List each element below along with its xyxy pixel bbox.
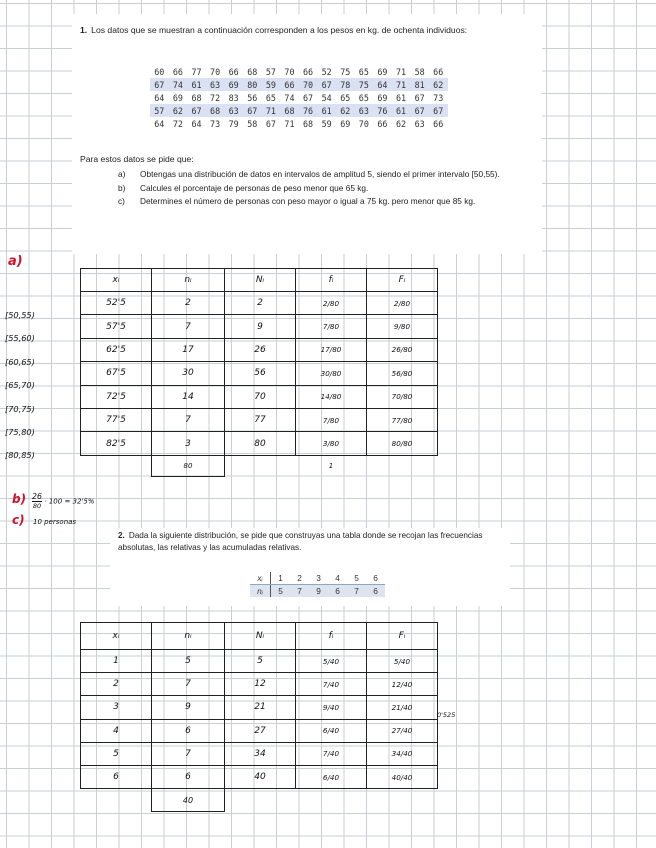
table-cell: 9/40 (296, 696, 367, 719)
table-cell: 70 (225, 385, 296, 408)
data-cell: 78 (336, 78, 355, 91)
data-cell: 71 (262, 104, 281, 117)
n-cell: 5 (271, 585, 291, 598)
table-row (81, 719, 438, 742)
total-f: 1 (328, 461, 334, 470)
header-cell: fᵢ (296, 269, 367, 292)
table-cell: 17 (152, 338, 225, 361)
data-cell: 52 (321, 66, 332, 77)
table-cell: 6 (152, 765, 225, 788)
data-cell: 70 (358, 118, 369, 129)
data-cell: 70 (210, 66, 221, 77)
data-cell: 73 (210, 118, 221, 129)
table-cell: 70/80 (367, 385, 438, 408)
data-cell: 67 (303, 92, 314, 103)
empty-cell (225, 455, 296, 476)
table-cell: 7/40 (296, 673, 367, 696)
data-cell: 66 (172, 66, 183, 77)
data-cell: 67 (265, 118, 276, 129)
data-cell: 74 (169, 78, 188, 91)
table-row (81, 696, 438, 719)
data-cell: 75 (340, 66, 351, 77)
data-cell: 66 (228, 66, 239, 77)
data-cell: 54 (321, 92, 332, 103)
x-row (250, 572, 385, 585)
data-cell: 66 (303, 66, 314, 77)
data-cell: 67 (410, 104, 429, 117)
data-cell: 70 (284, 66, 295, 77)
data-cell: 56 (247, 92, 258, 103)
data-cell: 69 (224, 78, 243, 91)
header-row (81, 623, 438, 650)
table-row (81, 315, 438, 338)
data-cell: 77 (191, 66, 202, 77)
data-cell: 73 (433, 92, 444, 103)
table-cell: 80/80 (367, 432, 438, 455)
data-cell: 72 (172, 118, 183, 129)
data-cell: 65 (358, 66, 369, 77)
side-note: 0'525 (437, 711, 456, 719)
table-row (81, 742, 438, 765)
table-cell: 2/80 (367, 292, 438, 315)
table-cell: 57'5 (81, 315, 152, 338)
empty-cell (81, 789, 152, 812)
data-cell: 64 (191, 118, 202, 129)
table-cell: 80 (225, 432, 296, 455)
data-cell: 75 (355, 78, 374, 91)
table-cell: 40 (225, 765, 296, 788)
data-cell: 74 (284, 92, 295, 103)
x-cell: 2 (290, 572, 309, 585)
empty-cell (81, 455, 152, 476)
table-cell: 7/80 (296, 315, 367, 338)
data-cell: 79 (228, 118, 239, 129)
table-cell: 77 (225, 408, 296, 431)
header-cell: fᵢ (296, 623, 367, 650)
table-row (81, 338, 438, 361)
table-cell: 6 (81, 765, 152, 788)
data-cell: 69 (377, 66, 388, 77)
header-cell: nᵢ (152, 623, 225, 650)
data-cell: 66 (433, 118, 444, 129)
answer-b-fraction: 26 80 · 100 = 32'5% (32, 492, 95, 510)
ask-text: Obtengas una distribución de datos en intervalos de amplitud 5, siendo el primer intervalo [50,55). (140, 169, 500, 179)
data-cell: 83 (228, 92, 239, 103)
frequency-table-2 (80, 622, 438, 812)
table-cell: 7/80 (296, 408, 367, 431)
header-cell: xᵢ (81, 269, 152, 292)
distribution-table (250, 572, 385, 597)
interval-label: [80,85) (5, 450, 35, 461)
data-cell: 62 (429, 78, 448, 91)
data-cell: 70 (299, 78, 318, 91)
table-cell: 40/40 (367, 765, 438, 788)
n-cell: 7 (290, 585, 309, 598)
data-cell: 76 (299, 104, 318, 117)
table-cell: 26/80 (367, 338, 438, 361)
data-row (150, 104, 448, 117)
table-cell: 7/40 (296, 742, 367, 765)
ask-item (118, 195, 508, 208)
table-cell: 2/80 (296, 292, 367, 315)
data-cell: 69 (172, 92, 183, 103)
header-cell: Nᵢ (225, 623, 296, 650)
data-cell: 61 (317, 104, 336, 117)
ask-label: c) (118, 196, 125, 206)
ask-text: Calcules el porcentaje de personas de peso menor que 65 kg. (140, 182, 369, 193)
table-cell: 26 (225, 338, 296, 361)
header-cell: Fᵢ (367, 269, 438, 292)
ask-item (118, 168, 508, 181)
data-row (150, 65, 448, 78)
data-row (150, 117, 448, 130)
data-cell: 67 (187, 104, 206, 117)
data-cell: 60 (154, 66, 165, 77)
table-cell: 14 (152, 385, 225, 408)
data-cell: 66 (377, 118, 388, 129)
table-cell: 7 (152, 408, 225, 431)
table-cell: 2 (152, 292, 225, 315)
answer-a-label: a) (8, 254, 23, 269)
table-cell: 5/40 (296, 650, 367, 673)
table-cell: 30 (152, 362, 225, 385)
x-header: xᵢ (250, 572, 271, 585)
x-cell: 1 (271, 572, 291, 585)
data-cell: 71 (395, 66, 407, 77)
data-cell: 64 (154, 92, 165, 103)
data-cell: 69 (340, 118, 351, 129)
table-cell: 30/80 (296, 362, 367, 385)
data-cell: 66 (433, 66, 444, 77)
data-cell: 63 (355, 104, 374, 117)
data-row (150, 91, 448, 104)
table-cell: 12/40 (367, 673, 438, 696)
answer-c-label: c) (12, 513, 25, 527)
table-cell: 9 (152, 696, 225, 719)
n-cell: 6 (328, 585, 347, 598)
data-cell: 62 (395, 118, 407, 129)
n-header: nᵢ (250, 585, 271, 598)
table-row (81, 408, 438, 431)
empty-cell (367, 455, 438, 476)
data-cell: 65 (265, 92, 276, 103)
data-cell: 61 (392, 104, 411, 117)
table-cell: 2 (225, 292, 296, 315)
data-cell: 72 (210, 92, 221, 103)
n-row (250, 585, 385, 598)
data-cell: 67 (414, 92, 425, 103)
table-cell: 3 (81, 696, 152, 719)
table-cell: 7 (152, 315, 225, 338)
interval-label: [50,55) (5, 310, 35, 320)
question-1-asks (118, 168, 508, 209)
data-cell: 80 (243, 78, 262, 91)
header-cell: nᵢ (152, 269, 225, 292)
n-cell: 9 (309, 585, 328, 598)
answer-c-text: 10 personas (33, 518, 77, 526)
interval-label: [55,60) (5, 333, 35, 344)
totals-row (81, 455, 438, 476)
question-1-sheet (72, 14, 542, 254)
ask-item (118, 182, 508, 195)
header-cell: Fᵢ (367, 623, 438, 650)
table-cell: 77/80 (367, 408, 438, 431)
question-2-statement: 2. Dada la siguiente distribución, se pide que construyas una tabla donde se recojan las frecuencias absolutas, las relativas y las acumuladas relativas. (118, 531, 483, 552)
data-cell: 68 (303, 118, 314, 129)
data-cell: 67 (150, 78, 169, 91)
data-cell: 68 (280, 104, 299, 117)
frequency-table-1 (80, 268, 438, 477)
question-1-statement: 1. Los datos que se muestran a continuación corresponden a los pesos en kg. de ochenta individuos: (80, 25, 468, 35)
table-cell: 3/80 (296, 432, 367, 455)
data-cell: 71 (284, 118, 295, 129)
x-cell: 4 (328, 572, 347, 585)
data-cell: 65 (358, 92, 369, 103)
data-cell: 64 (373, 78, 392, 91)
data-cell: 76 (373, 104, 392, 117)
table-cell: 6/40 (296, 765, 367, 788)
data-cell: 57 (150, 104, 169, 117)
table-cell: 17/80 (296, 338, 367, 361)
table-cell: 5 (152, 650, 225, 673)
table-cell: 4 (81, 719, 152, 742)
table-row (81, 362, 438, 385)
table-cell: 52'5 (81, 292, 152, 315)
interval-label: [60,65) (5, 356, 35, 367)
data-cell: 61 (187, 78, 206, 91)
data-cell: 59 (262, 78, 281, 91)
table-cell: 6 (152, 719, 225, 742)
interval-label: [70,75) (5, 403, 35, 414)
data-cell: 58 (247, 118, 258, 129)
table-cell: 5/40 (367, 650, 438, 673)
data-cell: 69 (377, 92, 388, 103)
header-cell: xᵢ (81, 623, 152, 650)
weights-data-table (150, 65, 448, 130)
total-n: 40 (152, 789, 225, 812)
table-cell: 82'5 (81, 432, 152, 455)
table-cell: 12 (225, 673, 296, 696)
table-cell: 1 (81, 650, 152, 673)
n-cell: 7 (347, 585, 366, 598)
data-cell: 65 (340, 92, 351, 103)
table-row (81, 650, 438, 673)
data-cell: 57 (265, 66, 276, 77)
table-cell: 27 (225, 719, 296, 742)
data-cell: 63 (414, 118, 425, 129)
data-row (150, 78, 448, 91)
data-cell: 67 (317, 78, 336, 91)
table-cell: 7 (152, 673, 225, 696)
table-cell: 72'5 (81, 385, 152, 408)
ask-text: Determines el número de personas con peso mayor o igual a 75 kg. pero menor que 85 kg. (140, 196, 476, 206)
table-row (81, 673, 438, 696)
table-cell: 34 (225, 742, 296, 765)
n-cell: 6 (366, 585, 385, 598)
interval-label: [65,70) (5, 380, 35, 391)
data-cell: 59 (321, 118, 332, 129)
table-cell: 9 (225, 315, 296, 338)
data-cell: 67 (429, 104, 448, 117)
table-cell: 3 (152, 432, 225, 455)
table-cell: 21 (225, 696, 296, 719)
interval-column (5, 304, 35, 468)
header-row (81, 269, 438, 292)
table-cell: 6/40 (296, 719, 367, 742)
data-cell: 62 (169, 104, 188, 117)
total-n: 80 (152, 455, 225, 476)
data-cell: 81 (410, 78, 429, 91)
data-cell: 63 (224, 104, 243, 117)
ask-label: b) (118, 182, 126, 193)
x-cell: 6 (366, 572, 385, 585)
table-row (81, 432, 438, 455)
table-cell: 7 (152, 742, 225, 765)
totals-row (81, 789, 438, 812)
table-cell: 2 (81, 673, 152, 696)
header-cell: Nᵢ (225, 269, 296, 292)
table-row (81, 765, 438, 788)
data-cell: 66 (280, 78, 299, 91)
table-cell: 77'5 (81, 408, 152, 431)
ask-label: a) (118, 169, 126, 179)
data-cell: 71 (392, 78, 411, 91)
table-cell: 56 (225, 362, 296, 385)
table-cell: 5 (225, 650, 296, 673)
table-cell: 14/80 (296, 385, 367, 408)
data-cell: 68 (247, 66, 258, 77)
table-cell: 21/40 (367, 696, 438, 719)
interval-label: [75,80) (5, 426, 35, 437)
data-cell: 61 (395, 92, 407, 103)
table-row (81, 292, 438, 315)
data-cell: 62 (336, 104, 355, 117)
data-cell: 63 (206, 78, 225, 91)
answer-b-label: b) (12, 492, 27, 506)
data-cell: 68 (206, 104, 225, 117)
x-cell: 5 (347, 572, 366, 585)
table-cell: 27/40 (367, 719, 438, 742)
table-cell: 56/80 (367, 362, 438, 385)
table-cell: 62'5 (81, 338, 152, 361)
asks-intro: Para estos datos se pide que: (80, 154, 194, 164)
data-cell: 64 (154, 118, 165, 129)
data-cell: 67 (243, 104, 262, 117)
table-cell: 9/80 (367, 315, 438, 338)
table-cell: 34/40 (367, 742, 438, 765)
data-cell: 68 (191, 92, 202, 103)
table-row (81, 385, 438, 408)
table-cell: 5 (81, 742, 152, 765)
data-cell: 58 (414, 66, 425, 77)
x-cell: 3 (309, 572, 328, 585)
table-cell: 67'5 (81, 362, 152, 385)
